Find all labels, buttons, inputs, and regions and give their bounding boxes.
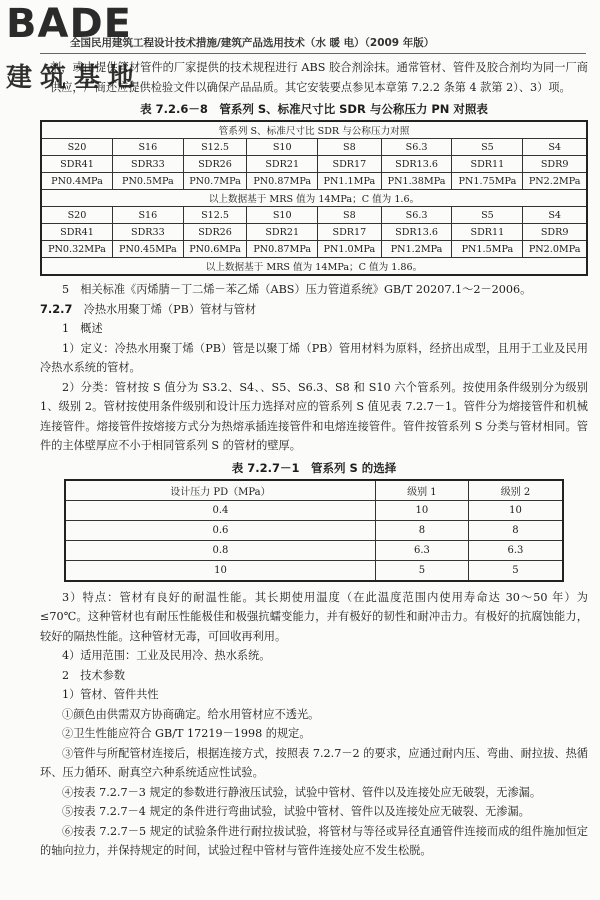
cell-sdr: SDR21 bbox=[247, 156, 318, 173]
col-header: 级别 2 bbox=[468, 480, 563, 501]
subheading-params: 2 技术参数 bbox=[62, 668, 126, 682]
cell: 8 bbox=[375, 520, 468, 540]
table-row bbox=[41, 224, 587, 241]
table-row bbox=[65, 480, 563, 501]
cell-pn: PN1.0MPa bbox=[318, 241, 382, 258]
cell-sdr: SDR21 bbox=[247, 224, 318, 241]
table-row bbox=[65, 520, 563, 540]
clause-6: ⑥按表 7.2.7－5 规定的试验条件进行耐拉拔试验，将管材与等径或异径直通管件连接而成的组件施加恒定的轴向拉力，并保持规定的时间，试验过程中管材与管件连接处应不发生松脱。 bbox=[40, 824, 588, 857]
cell-sdr: SDR9 bbox=[523, 224, 587, 241]
subheading-overview: 1 概述 bbox=[62, 322, 103, 335]
cell-sdr: SDR33 bbox=[112, 224, 183, 241]
cell-s: S5 bbox=[452, 207, 523, 224]
section-number: 7.2.7 bbox=[40, 301, 73, 316]
cell: 8 bbox=[468, 520, 563, 540]
clause-4: ④按表 7.2.7－3 规定的参数进行静液压试验，试验中管材、管件以及连接处应无破裂，无渗漏。 bbox=[62, 785, 542, 799]
cell-sdr: SDR33 bbox=[112, 156, 183, 173]
cell-pn: PN1.1MPa bbox=[318, 173, 382, 190]
cell: 0.4 bbox=[65, 500, 375, 520]
cell-pn: PN1.38MPa bbox=[381, 173, 452, 190]
logo-text-cn: 建筑基地 bbox=[6, 63, 143, 93]
definition-paragraph: 1）定义：冷热水用聚丁烯（PB）管是以聚丁烯（PB）管用材料为原料，经挤出成型，且用于工业及民用冷热水系统的管材。 bbox=[40, 341, 588, 374]
cell-s: S20 bbox=[41, 139, 112, 156]
intro-paragraph: 剂，或由提供管材管件的厂家提供的技术规程进行 ABS 胶合剂涂抹。通常管材、管件及胶合剂均为同一厂商供应，厂商还应提供检验文件以确保产品品质。其它安装要点参见本章第 7.2.2 条第 4 款第 2）、3）项。 bbox=[50, 61, 588, 94]
cell-s: S8 bbox=[318, 207, 382, 224]
cell-s: S16 bbox=[112, 207, 183, 224]
cell-sdr: SDR17 bbox=[318, 156, 382, 173]
common-heading: 1）管材、管件共性 bbox=[62, 688, 159, 701]
cell: 6.3 bbox=[375, 540, 468, 560]
clause-3: ③管件与所配管材连接后，根据连接方式，按照表 7.2.7－2 的要求，应通过耐内压、弯曲、耐拉拔、热循环、压力循环、耐真空六种系统适应性试验。 bbox=[40, 746, 588, 779]
cell-s: S8 bbox=[318, 139, 382, 156]
header-divider bbox=[40, 53, 586, 54]
cell-s: S10 bbox=[247, 139, 318, 156]
cell-pn: PN0.5MPa bbox=[112, 173, 183, 190]
cell-sdr: SDR26 bbox=[183, 156, 247, 173]
cell: 10 bbox=[65, 560, 375, 581]
table-row bbox=[65, 540, 563, 560]
cell-s: S12.5 bbox=[183, 139, 247, 156]
table-row bbox=[65, 500, 563, 520]
section-title: 冷热水用聚丁烯（PB）管材与管材 bbox=[83, 302, 257, 316]
section-heading bbox=[40, 300, 588, 320]
cell-pn: PN0.87MPa bbox=[247, 173, 318, 190]
features-paragraph: 3）特点：管材有良好的耐温性能。其长期使用温度（在此温度范围内使用寿命达 30～50 年）为≤70℃。这种管材也有耐压性能极佳和极强抗蠕变能力，并有极好的韧性和耐冲击力。有极好的抗腐蚀能力，较好的隔热性能。这种管材无毒，可回收再利用。 bbox=[40, 590, 588, 643]
cell-pn: PN0.32MPa bbox=[41, 241, 112, 258]
cell-pn: PN1.75MPa bbox=[452, 173, 523, 190]
cell-pn: PN2.2MPa bbox=[523, 173, 587, 190]
cell-pn: PN0.87MPa bbox=[247, 241, 318, 258]
cell: 10 bbox=[375, 500, 468, 520]
cell-sdr: SDR41 bbox=[41, 224, 112, 241]
col-header: 级别 1 bbox=[375, 480, 468, 501]
table1-note: 以上数据基于 MRS 值为 14MPa；C 值为 1.6。 bbox=[41, 190, 587, 207]
cell-pn: PN0.6MPa bbox=[183, 241, 247, 258]
table1-header: 管系列 S、标准尺寸比 SDR 与公称压力对照 bbox=[41, 121, 587, 139]
cell: 0.8 bbox=[65, 540, 375, 560]
table1-caption: 表 7.2.6－8 管系列 S、标准尺寸比 SDR 与公称压力 PN 对照表 bbox=[140, 102, 488, 116]
cell-s: S12.5 bbox=[183, 207, 247, 224]
cell-sdr: SDR13.6 bbox=[381, 156, 452, 173]
item-5: 5 相关标准《丙烯腈－丁二烯－苯乙烯（ABS）压力管道系统》GB/T 20207.1～2－2006。 bbox=[62, 283, 532, 296]
table-row bbox=[41, 173, 587, 190]
table-row bbox=[41, 207, 587, 224]
cell-pn: PN0.4MPa bbox=[41, 173, 112, 190]
cell-pn: PN0.45MPa bbox=[112, 241, 183, 258]
classification-paragraph: 2）分类：管材按 S 值分为 S3.2、S4、、S5、S6.3、S8 和 S10 六个管系列。按使用条件级别分为级别 1、级别 2。管材按使用条件级别和设计压力选择对应的管系列 S 值见表 7.2.7－1。管件分为熔接管件和机械连接管件。熔接管件按熔接方式分为热熔承插连接管件和电熔连接管件。管件按管系列 S 分类与管材相同。管件的主体壁厚应不小于相同管系列 S 的管材的壁厚。 bbox=[40, 380, 588, 452]
table-row bbox=[41, 139, 587, 156]
cell-pn: PN2.0MPa bbox=[523, 241, 587, 258]
pn-comparison-table bbox=[40, 120, 588, 276]
cell: 5 bbox=[468, 560, 563, 581]
scope-paragraph: 4）适用范围：工业及民用冷、热水系统。 bbox=[62, 649, 271, 662]
cell-sdr: SDR9 bbox=[523, 156, 587, 173]
running-header: 全国民用建筑工程设计技术措施/建筑产品选用技术（水 暖 电）（2009 年版） bbox=[70, 37, 435, 49]
cell-pn: PN0.7MPa bbox=[183, 173, 247, 190]
cell-s: S16 bbox=[112, 139, 183, 156]
cell: 6.3 bbox=[468, 540, 563, 560]
cell-s: S5 bbox=[452, 139, 523, 156]
cell-s: S20 bbox=[41, 207, 112, 224]
s-selection-table bbox=[64, 479, 564, 582]
cell-s: S4 bbox=[523, 139, 587, 156]
cell-sdr: SDR26 bbox=[183, 224, 247, 241]
col-header: 设计压力 PD（MPa） bbox=[65, 480, 375, 501]
cell-s: S10 bbox=[247, 207, 318, 224]
clause-2: ②卫生性能应符合 GB/T 17219－1998 的规定。 bbox=[62, 727, 311, 740]
cell: 5 bbox=[375, 560, 468, 581]
clause-5: ⑤按表 7.2.7－4 规定的条件进行弯曲试验，试验中管材、管件以及连接处应无破裂、无渗漏。 bbox=[62, 805, 530, 818]
table-row bbox=[41, 241, 587, 258]
cell-s: S6.3 bbox=[381, 139, 452, 156]
table-row bbox=[41, 156, 587, 173]
cell-sdr: SDR13.6 bbox=[381, 224, 452, 241]
cell-sdr: SDR11 bbox=[452, 156, 523, 173]
cell-sdr: SDR11 bbox=[452, 224, 523, 241]
table1-note: 以上数据基于 MRS 值为 14MPa；C 值为 1.86。 bbox=[41, 258, 587, 276]
table-row bbox=[65, 560, 563, 581]
logo-text-en: BADE bbox=[6, 1, 132, 47]
cell-pn: PN1.2MPa bbox=[381, 241, 452, 258]
page-body bbox=[40, 58, 588, 861]
cell-s: S4 bbox=[523, 207, 587, 224]
cell-sdr: SDR17 bbox=[318, 224, 382, 241]
cell-s: S6.3 bbox=[381, 207, 452, 224]
cell-pn: PN1.5MPa bbox=[452, 241, 523, 258]
table2-caption: 表 7.2.7－1 管系列 S 的选择 bbox=[231, 460, 397, 475]
clause-1: ①颜色由供需双方协商确定。给水用管材应不透光。 bbox=[62, 707, 320, 721]
cell: 0.6 bbox=[65, 520, 375, 540]
cell: 10 bbox=[468, 500, 563, 520]
cell-sdr: SDR41 bbox=[41, 156, 112, 173]
